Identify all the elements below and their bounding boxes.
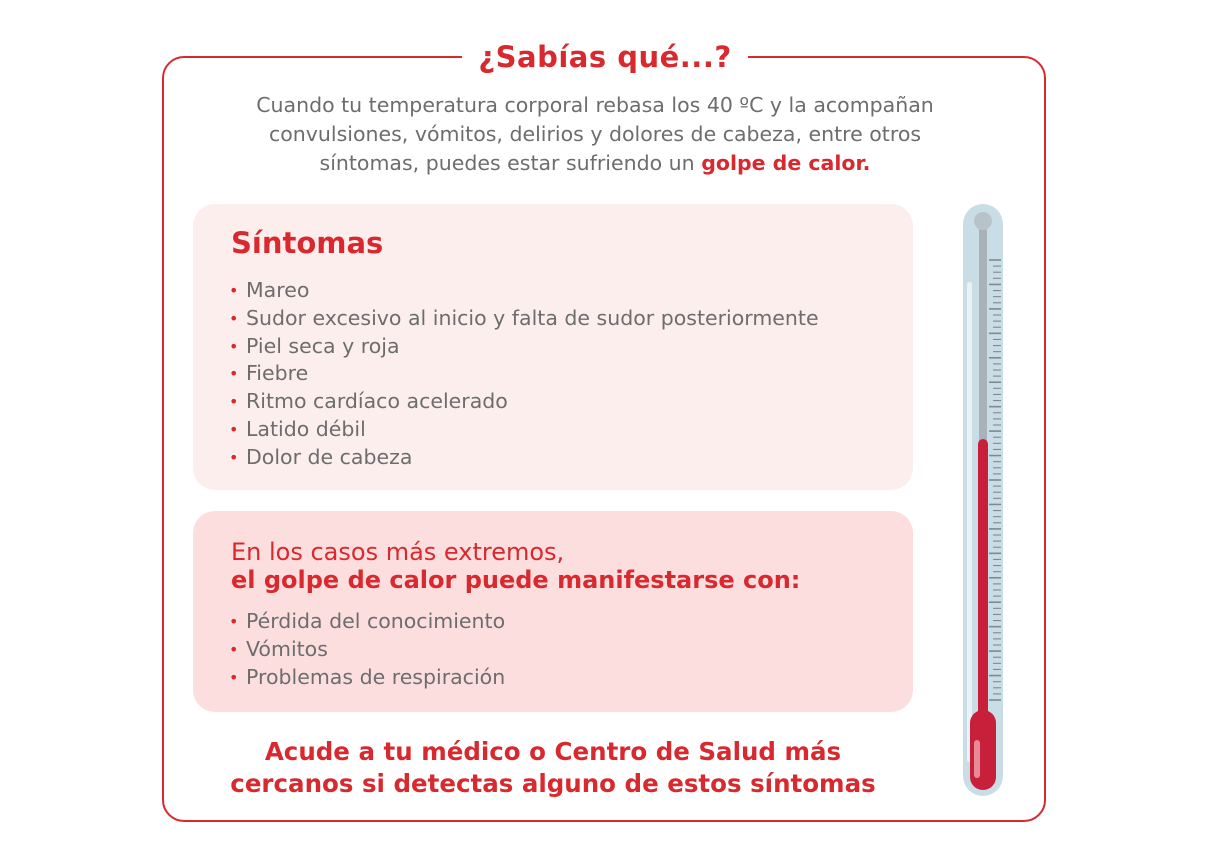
symptoms-heading: Síntomas xyxy=(231,226,384,260)
bullet-icon: • xyxy=(229,308,239,328)
intro-line-3 xyxy=(220,149,970,178)
symptoms-list xyxy=(229,277,819,472)
extreme-heading-light: En los casos más extremos, xyxy=(231,538,565,566)
intro-line-1: Cuando tu temperatura corporal rebasa los 40 ºC y la acompañan xyxy=(256,93,934,117)
list-item xyxy=(229,636,505,664)
page-title: ¿Sabías qué...? xyxy=(462,34,748,80)
list-item-text: Ritmo cardíaco acelerado xyxy=(246,389,508,414)
thermometer-highlight xyxy=(967,282,972,762)
list-item xyxy=(229,333,819,361)
bullet-icon: • xyxy=(229,447,239,467)
thermometer-bulb xyxy=(970,710,996,790)
intro-line-3-text: síntomas, puedes estar sufriendo un xyxy=(319,151,702,175)
extreme-list xyxy=(229,608,505,691)
list-item-text: Pérdida del conocimiento xyxy=(246,609,506,633)
thermometer-highlight-dot xyxy=(967,446,972,451)
thermometer-bulb-shine xyxy=(974,740,980,778)
intro-line-2: convulsiones, vómitos, delirios y dolores de cabeza, entre otros xyxy=(268,122,922,146)
extreme-heading-strong: el golpe de calor puede manifestarse con: xyxy=(231,566,801,594)
bullet-icon: • xyxy=(229,639,239,659)
list-item xyxy=(229,416,819,444)
footer-advice xyxy=(193,736,913,800)
bullet-icon: • xyxy=(229,392,239,412)
footer-line-2: cercanos si detectas alguno de estos síntomas xyxy=(230,769,876,798)
extreme-cases-card xyxy=(193,511,913,712)
extreme-heading xyxy=(231,538,800,594)
list-item xyxy=(229,444,819,472)
list-item xyxy=(229,305,819,333)
list-item-text: Mareo xyxy=(246,278,310,302)
list-item xyxy=(229,608,505,636)
list-item-text: Fiebre xyxy=(246,361,309,386)
bullet-icon: • xyxy=(229,612,239,631)
list-item xyxy=(229,664,505,692)
intro-paragraph xyxy=(220,91,970,178)
bullet-icon: • xyxy=(229,419,239,439)
list-item-text: Latido débil xyxy=(246,416,366,441)
list-item xyxy=(229,277,819,305)
list-item-text: Piel seca y roja xyxy=(246,333,400,358)
list-item xyxy=(229,360,819,388)
list-item-text: Problemas de respiración xyxy=(246,664,506,689)
bullet-icon: • xyxy=(229,336,239,356)
thermometer-cap xyxy=(974,212,992,230)
list-item-text: Dolor de cabeza xyxy=(246,444,413,469)
intro-emphasis: golpe de calor. xyxy=(701,151,871,175)
list-item xyxy=(229,388,819,416)
bullet-icon: • xyxy=(229,281,239,300)
list-item-text: Sudor excesivo al inicio y falta de sudor posteriormente xyxy=(246,305,819,330)
symptoms-card xyxy=(193,204,913,490)
footer-line-1: Acude a tu médico o Centro de Salud más xyxy=(264,737,842,766)
bullet-icon: • xyxy=(229,364,239,384)
thermometer-icon xyxy=(955,200,1011,800)
list-item-text: Vómitos xyxy=(246,636,328,661)
bullet-icon: • xyxy=(229,667,239,687)
